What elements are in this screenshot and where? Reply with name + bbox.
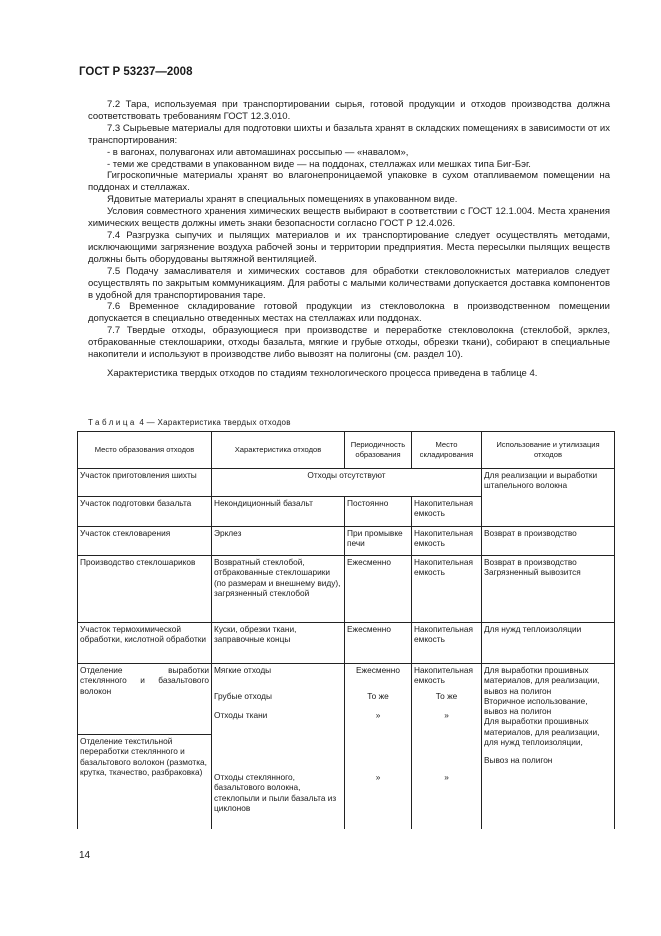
cell-characteristic: Куски, обрезки ткани, заправочные концы [212,623,345,664]
period-1: Ежесменно [356,665,400,675]
header-storage: Место складирования [412,432,482,469]
table-row [78,556,615,623]
page-number: 14 [79,850,91,861]
table-row [78,664,615,830]
cell-periodicity: Постоянно [345,497,412,527]
cell-usage: Для нужд теплоизоляции [482,623,615,664]
list-item-bulk: - в вагонах, полувагонах или автомашинах россыпью — «навалом», [107,146,409,158]
usage-4: Вывоз на полигон [484,755,553,766]
cell-place: Участок термохимической обработки, кислотной обработки [78,623,212,664]
cell-characteristic: Некондиционный базальт [212,497,345,527]
usage-2: Вторичное использование, вывоз на полигон [484,695,588,717]
usage-3: Для выработки прошивных материалов, для реализации, для нужд теплоизоляции, [484,716,600,748]
table-row [78,469,615,497]
cell-storage: Накопительная емкость [412,623,482,664]
table-header-row [78,432,615,469]
waste-table [77,431,615,829]
paragraph-7-3: 7.3 Сырьевые материалы для подготовки шихты и базальта хранят в складских помещениях в зависимости от их транспортирования: [88,122,610,146]
cell-periodicity: Ежесменно [345,556,412,623]
table-caption-word: Таблица [88,418,137,427]
cell-usage [482,664,615,830]
usage-1: Для выработки прошивных материалов, для реализации, вывоз на полигон [484,665,600,696]
header-place: Место образования отходов [78,432,212,469]
cell-usage: Для реализации и выработки штапельного волокна [482,469,615,527]
char-soft: Мягкие отходы [214,665,272,675]
usage-return: Возврат в производство [484,557,577,567]
place-vyrabotka: Отделение выработки стеклянного и базальтового волокон [80,665,209,696]
char-fiber-dust: Отходы стеклянного, базальтового волокна, стеклопыли и пыли базальта из циклонов [214,772,337,813]
paragraph-hygroscopic: Гигроскопичные материалы хранят во влагонепроницаемой упаковке в сухом отапливаемом помещении на поддонах и стеллажах. [88,170,610,194]
paragraph-table-intro: Характеристика твердых отходов по стадиям технологического процесса приведена в таблице 4. [107,367,538,379]
period-4: » [375,772,381,782]
cell-characteristic: Эрклез [212,527,345,556]
usage-removed: Загрязненный вывозится [484,567,581,578]
paragraph-7-7: 7.7 Твердые отходы, образующиеся при производстве и переработке стекловолокна (стеклобой, эрклез, отбракованные стеклошарики, отходы базальта, мягкие и грубые отходы, обрезки ткани), собирают в специальные накопители и используют в производстве либо вывозят на полигоны (см. раздел 10). [88,325,610,361]
cell-usage: Возврат в производство [482,527,615,556]
paragraph-7-6: 7.6 Временное складирование готовой продукции из стекловолокна в производственном помещении допускается в специально отведенных местах на стеллажах или поддонах. [88,301,610,325]
cell-usage [482,556,615,623]
paragraph-joint-storage: Условия совместного хранения химических веществ выбирают в соответствии с ГОСТ 12.1.004. Места хранения химических веществ должны иметь знаки безопасности согласно ГОСТ Р 12.4.026. [88,206,610,230]
char-coarse: Грубые отходы [214,691,272,701]
storage-2: То же [435,691,458,701]
cell-periodicity: Ежесменно [345,623,412,664]
cell-place: Участок стекловарения [78,527,212,556]
period-2: То же [367,691,389,701]
table-caption-title: 4 — Характеристика твердых отходов [136,418,291,427]
storage-1: Накопительная емкость [414,665,473,686]
cell-place [78,664,212,830]
place-textile: Отделение текстильной переработки стеклянного и базальтового волокон (размотка, крутка, ткачество, разбраковка) [78,734,211,829]
storage-4: » [444,772,449,782]
paragraph-7-4: 7.4 Разгрузка сыпучих и пылящих материалов и их транспортирование следует осуществлять методами, исключающими загрязнение воздуха рабочей зоны и территории предприятия. Места пересылки пылящих веществ должны быть оборудованы вытяжной вентиляцией. [88,229,610,265]
document-header: ГОСТ Р 53237—2008 [79,66,193,78]
char-fabric: Отходы ткани [214,710,268,720]
cell-storage: Накопительная емкость [412,527,482,556]
header-usage: Использование и утилизация отходов [482,432,615,469]
period-3: » [375,710,381,720]
table-row [78,527,615,556]
list-item-packed: - теми же средствами в упакованном виде — на поддонах, стеллажах или мешках типа Биг-Бэг. [107,158,531,170]
table-row [78,623,615,664]
cell-merged: Отходы отсутствуют [212,469,482,497]
cell-characteristic [212,664,345,830]
section-7-text [88,99,610,380]
cell-place: Производство стеклошариков [78,556,212,623]
header-periodicity: Периодичность образования [345,432,412,469]
cell-place: Участок приготовления шихты [78,469,212,497]
paragraph-toxic: Ядовитые материалы хранят в специальных помещениях в упакованном виде. [107,194,458,206]
header-characteristic: Характеристика отходов [212,432,345,469]
cell-storage [412,664,482,830]
cell-characteristic: Возвратный стеклобой, отбракованные стеклошарики (по размерам и внешнему виду), загрязненный стеклобой [212,556,345,623]
storage-3: » [444,710,449,720]
cell-periodicity [345,664,412,830]
paragraph-7-2: 7.2 Тара, используемая при транспортировании сырья, готовой продукции и отходов производства должна соответствовать требованиям ГОСТ 12.3.010. [88,99,610,122]
cell-periodicity: При промывке печи [345,527,412,556]
table-caption [88,418,291,427]
cell-storage: Накопительная емкость [412,497,482,527]
cell-storage: Накопительная емкость [412,556,482,623]
cell-place: Участок подготовки базальта [78,497,212,527]
paragraph-7-5: 7.5 Подачу замасливателя и химических составов для обработки стекловолокнистых материалов следует осуществлять по закрытым коммуникациям. Для работы с малыми количествами допускается доставка компонентов в удобной для транспортирования таре. [88,265,610,301]
